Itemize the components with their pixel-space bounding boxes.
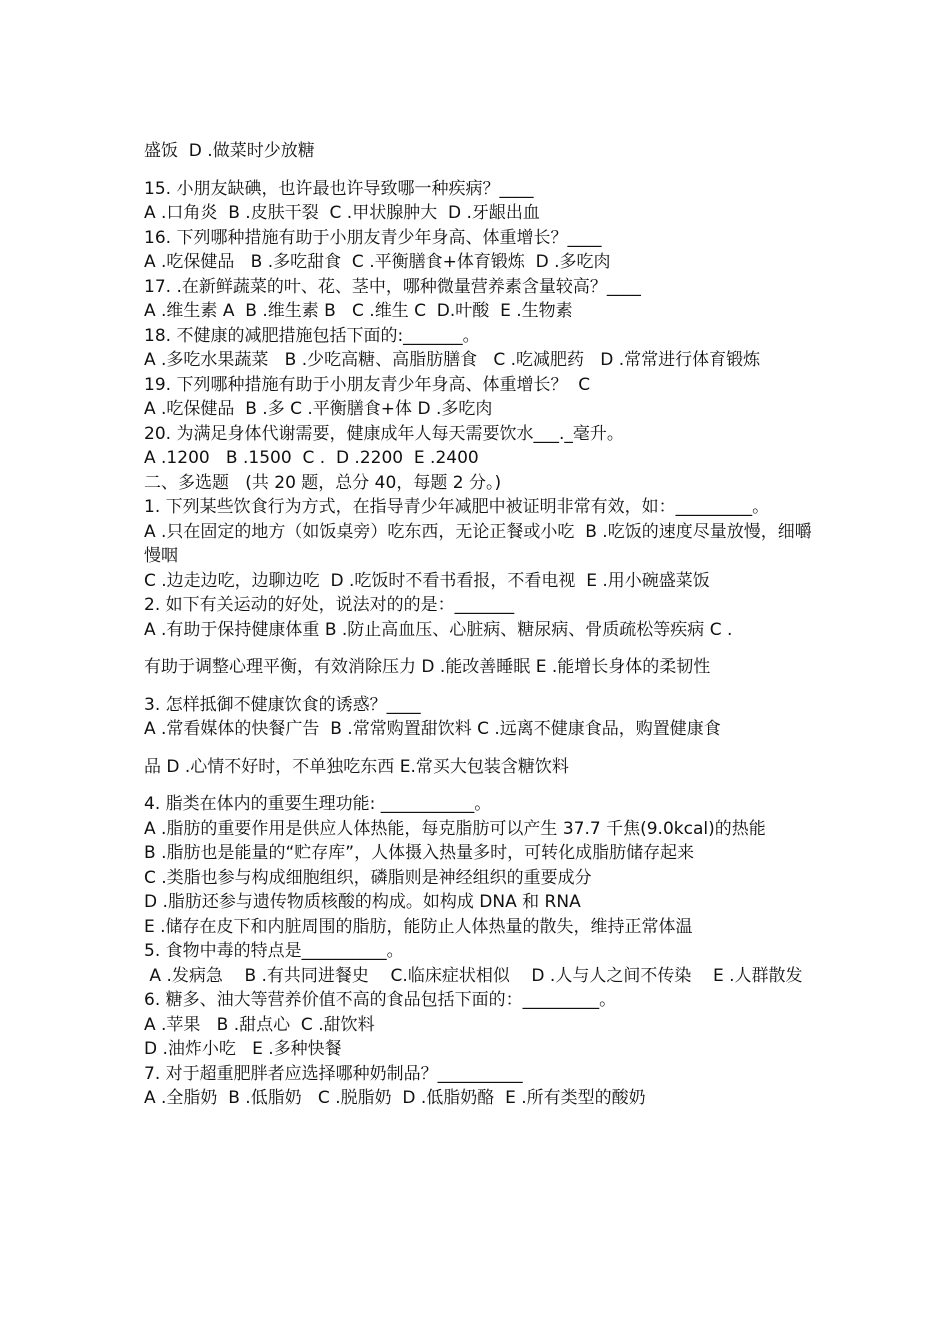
section-heading: 二、多选题 (共 20 题，总分 40，每题 2 分。)	[144, 472, 502, 493]
mc-question-2: 2. 如下有关运动的好处，说法对的的是：_______	[144, 595, 515, 615]
mc-question-4-option-a: A .脂肪的重要作用是供应人体热能，每克脂肪可以产生 37.7 千焦(9.0kcal)的热能	[144, 818, 766, 839]
mc-question-1-options: A .只在固定的地方（如饭桌旁）吃东西，无论正餐或小吃 B .吃饭的速度尽量放慢，细嚼慢咽	[144, 521, 812, 566]
mc-question-1: 1. 下列某些饮食行为方式，在指导青少年减肥中被证明非常有效，如：_________。	[144, 497, 770, 517]
mc-question-6-options-cont: D .油炸小吃 E .多种快餐	[144, 1039, 342, 1059]
mc-question-7-options: A .全脂奶 B .低脂奶 C .脱脂奶 D .低脂奶酪 E .所有类型的酸奶	[144, 1088, 646, 1108]
question-16-options: A .吃保健品 B .多吃甜食 C .平衡膳食+体育锻炼 D .多吃肉	[144, 252, 611, 272]
mc-question-7: 7. 对于超重肥胖者应选择哪种奶制品？__________	[144, 1063, 523, 1084]
mc-question-3-options: A .常看媒体的快餐广告 B .常常购置甜饮料 C .远离不健康食品，购置健康食	[144, 719, 721, 739]
mc-question-4-option-b: B .脂肪也是能量的“贮存库”，人体摄入热量多时，可转化成脂肪储存起来	[144, 843, 695, 863]
mc-question-4-option-c: C .类脂也参与构成细胞组织，磷脂则是神经组织的重要成分	[144, 867, 592, 888]
question-19-options: A .吃保健品 B .多 C .平衡膳食+体 D .多吃肉	[144, 399, 493, 419]
mc-question-4-option-d: D .脂肪还参与遗传物质核酸的构成。如构成 DNA 和 RNA	[144, 892, 581, 912]
mc-question-3: 3. 怎样抵御不健康饮食的诱惑？____	[144, 694, 421, 715]
question-16: 16. 下列哪种措施有助于小朋友青少年身高、体重增长？____	[144, 227, 602, 248]
mc-question-5-options: A .发病急 B .有共同进餐史 C.临床症状相似 D .人与人之间不传染 E .人群散发	[144, 965, 803, 986]
mc-question-6-options: A .苹果 B .甜点心 C .甜饮料	[144, 1014, 375, 1035]
question-15: 15. 小朋友缺碘，也许最也许导致哪一种疾病？____	[144, 178, 534, 199]
question-19: 19. 下列哪种措施有助于小朋友青少年身高、体重增长？ C	[144, 374, 591, 395]
document-body	[144, 139, 816, 1111]
question-20-options: A .1200 B .1500 C . D .2200 E .2400	[144, 448, 479, 468]
question-18: 18. 不健康的减肥措施包括下面的:_______。	[144, 325, 480, 346]
mc-question-2-options-cont: 有助于调整心理平衡，有效消除压力 D .能改善睡眠 E .能增长身体的柔韧性	[144, 657, 711, 677]
question-17-options: A .维生素 A B .维生素 B C .维生 C D.叶酸 E .生物素	[144, 301, 573, 321]
mc-question-5: 5. 食物中毒的特点是__________。	[144, 941, 404, 961]
question-20: 20. 为满足身体代谢需要，健康成年人每天需要饮水___._毫升。	[144, 423, 624, 444]
mc-question-6: 6. 糖多、油大等营养价值不高的食品包括下面的：_________。	[144, 990, 617, 1010]
question-15-options: A .口角炎 B .皮肤干裂 C .甲状腺肿大 D .牙龈出血	[144, 203, 540, 223]
mc-question-3-options-cont: 品 D .心情不好时，不单独吃东西 E.常买大包装含糖饮料	[144, 756, 569, 777]
mc-question-4-option-e: E .储存在皮下和内脏周围的脂肪，能防止人体热量的散失，维持正常体温	[144, 916, 693, 937]
mc-question-1-options-cont: C .边走边吃，边聊边吃 D .吃饭时不看书看报，不看电视 E .用小碗盛菜饭	[144, 570, 710, 591]
mc-question-2-options: A .有助于保持健康体重 B .防止高血压、心脏病、糖尿病、骨质疏松等疾病 C .	[144, 619, 733, 640]
text-line: 盛饭 D .做菜时少放糖	[144, 141, 315, 161]
question-18-options: A .多吃水果蔬菜 B .少吃高糖、高脂肪膳食 C .吃减肥药 D .常常进行体育锻炼	[144, 350, 761, 370]
question-17: 17. .在新鲜蔬菜的叶、花、茎中，哪种微量营养素含量较高？____	[144, 276, 641, 297]
mc-question-4: 4. 脂类在体内的重要生理功能: ___________。	[144, 794, 492, 814]
